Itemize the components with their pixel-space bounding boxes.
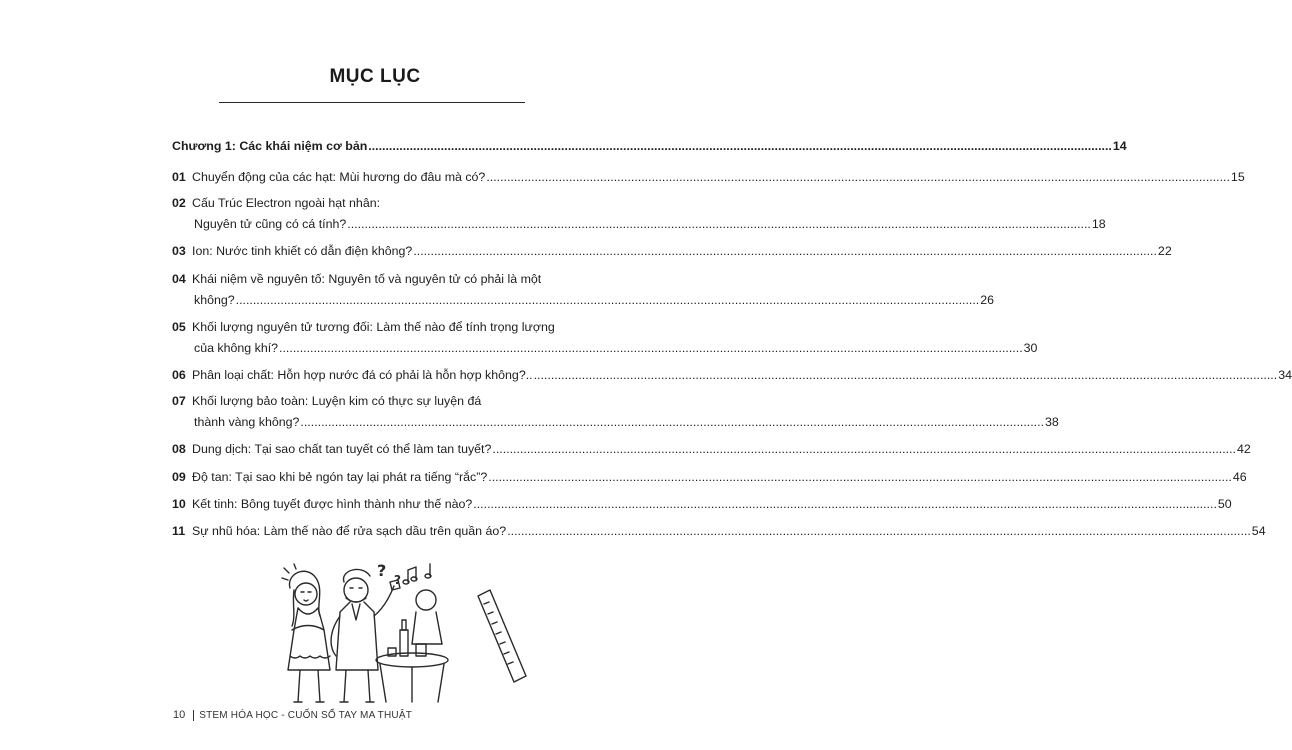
page-ref: 14: [1112, 139, 1127, 153]
entry-number: 11: [172, 524, 186, 538]
page-ref: 30: [1023, 341, 1038, 355]
entry-title: Chuyển động của các hạt: Mùi hương do đâu mà có?: [192, 170, 486, 184]
page-ref: 26: [980, 293, 995, 307]
toc-entry-10[interactable]: [172, 494, 1232, 515]
entry-number: 03: [172, 244, 186, 258]
page-ref: 54: [1251, 524, 1266, 538]
entry-title: Độ tan: Tại sao khi bẻ ngón tay lại phát ra tiếng “rắc”?: [192, 470, 488, 484]
music-notes-icon: [403, 564, 431, 584]
toc-entry-11[interactable]: [172, 521, 1266, 542]
page-ref: 18: [1091, 217, 1106, 231]
table-of-contents: [172, 0, 1292, 560]
entry-title: Khối lượng nguyên tử tương đối: Làm thế nào để tính trọng lượng: [192, 320, 555, 334]
toc-entry-01[interactable]: [172, 167, 1245, 188]
page-ref: 42: [1236, 442, 1251, 456]
dot-leader: [236, 290, 980, 304]
dot-leader: [486, 167, 1230, 181]
page-ref: 22: [1157, 244, 1172, 258]
entry-number: 08: [172, 442, 186, 456]
entry-number: 05: [172, 320, 186, 334]
page-ref: 50: [1217, 497, 1232, 511]
entry-title: Khái niệm về nguyên tố: Nguyên tố và nguyên tử có phải là một: [192, 272, 542, 286]
entry-title: Dung dịch: Tại sao chất tan tuyết có thể làm tan tuyết?: [192, 442, 492, 456]
entry-title: Phân loại chất: Hỗn hợp nước đá có phải là hỗn hợp không?..: [192, 368, 533, 382]
woman-figure: [282, 564, 330, 702]
dot-leader: [300, 412, 1044, 426]
dot-leader: [413, 241, 1157, 255]
dot-leader: [534, 365, 1278, 379]
toc-entry-05[interactable]: [172, 317, 1038, 359]
entry-number: 06: [172, 368, 186, 382]
entry-number: 07: [172, 394, 186, 408]
entry-title: Ion: Nước tinh khiết có dẫn điện không?: [192, 244, 413, 258]
dot-leader: [488, 467, 1232, 481]
entry-number: 04: [172, 272, 186, 286]
entry-number: 02: [172, 196, 186, 210]
entry-title-continued: thành vàng không?: [194, 415, 300, 429]
entry-number: 10: [172, 497, 186, 511]
dot-leader: [492, 439, 1236, 453]
dot-leader: [507, 521, 1251, 535]
toc-chapter-heading[interactable]: [172, 136, 1127, 157]
page-footer: [173, 709, 412, 721]
entry-title: Kết tinh: Bông tuyết được hình thành như thế nào?: [192, 497, 473, 511]
page-ref: 15: [1230, 170, 1245, 184]
entry-title-continued: của không khí?: [194, 341, 279, 355]
footer-separator: [193, 710, 194, 721]
page-title: MỤC LỤC: [329, 66, 421, 87]
ruler-icon: [478, 590, 526, 682]
page-number: 10: [173, 709, 186, 721]
entry-number: 01: [172, 170, 186, 184]
scientist-figure: [331, 569, 400, 702]
page-ref: 38: [1045, 415, 1059, 429]
toc-entry-02[interactable]: [172, 193, 1106, 235]
science-cartoon-illustration: [280, 560, 545, 710]
question-mark: ?: [394, 573, 401, 587]
entry-title-continued: Nguyên tử cũng có cá tính?: [194, 217, 347, 231]
dot-leader: [279, 338, 1023, 352]
toc-entry-03[interactable]: [172, 241, 1172, 262]
entry-number: 09: [172, 470, 186, 484]
toc-entry-06[interactable]: [172, 365, 1292, 386]
dot-leader: [473, 494, 1217, 508]
question-mark: ?: [377, 561, 387, 580]
entry-title: Cấu Trúc Electron ngoài hạt nhân:: [192, 196, 381, 210]
background-figure: [412, 590, 442, 644]
entry-title-continued: không?: [194, 293, 235, 307]
table-with-bottles: [376, 620, 448, 702]
book-title: STEM HÓA HỌC - CUỐN SỔ TAY MA THUẬT: [199, 709, 413, 721]
dot-leader: [347, 214, 1091, 228]
entry-title: Khối lượng bảo toàn: Luyện kim có thực sự luyện đá: [192, 394, 482, 408]
page-ref: 34: [1278, 368, 1292, 382]
dot-leader: [368, 136, 1112, 150]
page-ref: 46: [1232, 470, 1247, 484]
chapter-title: Chương 1: Các khái niệm cơ bản: [172, 139, 368, 153]
toc-entry-08[interactable]: [172, 439, 1251, 460]
toc-entry-07[interactable]: [172, 391, 1059, 433]
toc-entry-04[interactable]: [172, 269, 995, 311]
toc-entry-09[interactable]: [172, 467, 1247, 488]
entry-title: Sự nhũ hóa: Làm thế nào để rửa sạch dầu trên quần áo?: [192, 524, 507, 538]
